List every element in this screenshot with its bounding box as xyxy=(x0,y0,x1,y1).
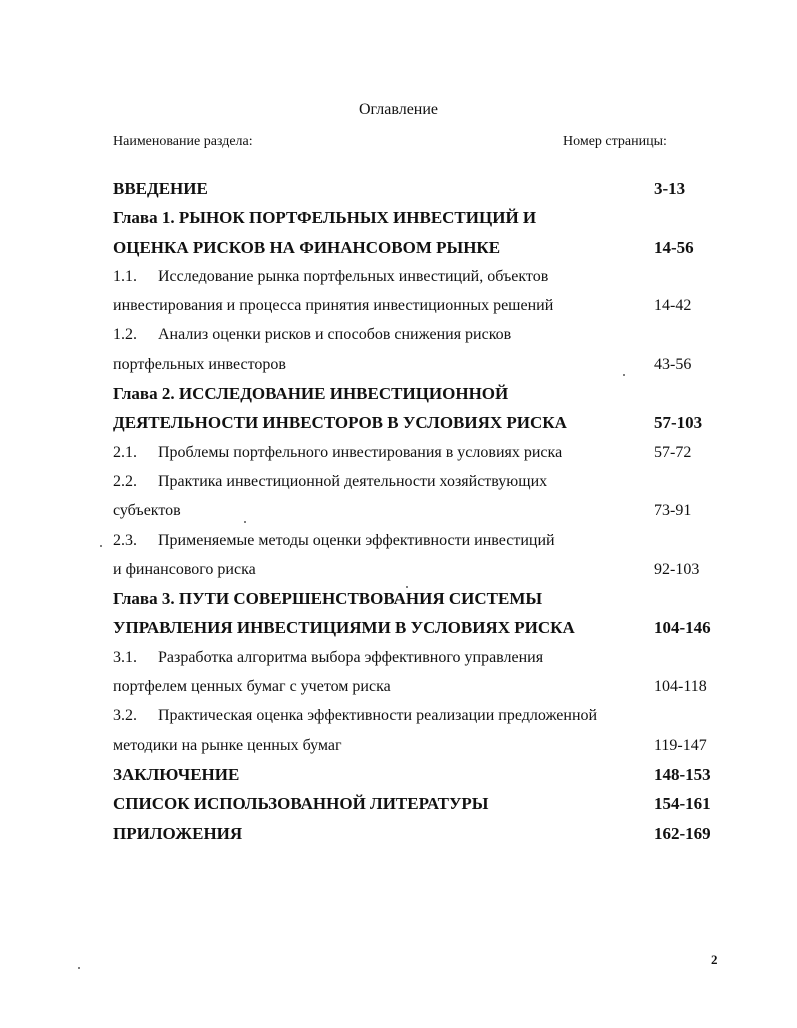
toc-entry-text xyxy=(113,672,391,701)
toc-entry-text xyxy=(113,174,208,203)
toc-line xyxy=(113,408,723,437)
toc-entry-text xyxy=(113,613,575,642)
toc-entry-text xyxy=(113,320,511,349)
toc-line xyxy=(113,291,723,320)
toc-line xyxy=(113,438,723,467)
scan-speck xyxy=(78,967,80,969)
toc-page-range: 92-103 xyxy=(654,560,700,578)
page-title: Оглавление xyxy=(358,101,439,118)
toc-entry-text xyxy=(113,526,555,555)
toc-page-range: 14-42 xyxy=(654,297,692,315)
toc-line xyxy=(113,467,723,496)
toc-line xyxy=(113,789,723,818)
section-column-header: Наименование раздела: xyxy=(113,134,253,149)
toc-entry-text xyxy=(113,467,547,496)
toc-entry-text xyxy=(113,350,286,379)
toc-section-title: Проблемы портфельного инвестирования в условиях риска xyxy=(158,443,563,461)
toc-section-title: Глава 1. РЫНОК ПОРТФЕЛЬНЫХ ИНВЕСТИЦИЙ И xyxy=(113,208,537,228)
toc-entry-text xyxy=(113,760,239,789)
toc-section-title: ОЦЕНКА РИСКОВ НА ФИНАНСОВОМ РЫНКЕ xyxy=(113,237,501,257)
toc-line xyxy=(113,174,723,203)
toc-line xyxy=(113,584,723,613)
toc-entry-text xyxy=(113,233,500,262)
toc-line xyxy=(113,262,723,291)
toc-page-range: 154-161 xyxy=(654,794,711,814)
toc-page-range: 3-13 xyxy=(654,179,686,198)
scan-speck xyxy=(623,374,625,376)
toc-page-range: 148-153 xyxy=(654,764,711,784)
toc-section-title: ДЕЯТЕЛЬНОСТИ ИНВЕСТОРОВ В УСЛОВИЯХ РИСКА xyxy=(113,413,567,433)
toc-entry-text xyxy=(113,496,181,525)
toc-line xyxy=(113,701,723,730)
toc-entry-text xyxy=(113,262,548,291)
toc-section-title: УПРАВЛЕНИЯ ИНВЕСТИЦИЯМИ В УСЛОВИЯХ РИСКА xyxy=(113,618,575,638)
scan-speck xyxy=(406,586,408,588)
toc-line xyxy=(113,731,723,760)
toc-entry-text xyxy=(113,438,562,467)
toc-section-title: Практическая оценка эффективности реализации предложенной xyxy=(158,707,598,725)
toc-section-title: ПРИЛОЖЕНИЯ xyxy=(113,823,243,843)
toc-entry-text xyxy=(113,731,342,760)
toc-section-title: субъектов xyxy=(113,502,181,520)
toc-section-title: СПИСОК ИСПОЛЬЗОВАННОЙ ЛИТЕРАТУРЫ xyxy=(113,794,489,814)
toc-entry-text xyxy=(113,555,256,584)
toc-section-number: 2.3. xyxy=(113,531,137,549)
toc-section-title: Разработка алгоритма выбора эффективного управления xyxy=(158,648,544,666)
toc-page-range: 14-56 xyxy=(654,237,694,257)
toc-section-title: портфелем ценных бумаг с учетом риска xyxy=(113,678,391,696)
toc-line xyxy=(113,555,723,584)
toc-page-range: 57-103 xyxy=(654,413,703,433)
toc-page-range: 162-169 xyxy=(654,823,711,843)
toc-entry-text xyxy=(113,379,508,408)
toc-section-title: Практика инвестиционной деятельности хозяйствующих xyxy=(158,472,548,490)
toc-section-number: 2.2. xyxy=(113,472,137,490)
page-column-header: Номер страницы: xyxy=(563,134,667,149)
toc-page-range: 104-146 xyxy=(654,618,711,638)
toc-section-title: Глава 3. ПУТИ СОВЕРШЕНСТВОВАНИЯ СИСТЕМЫ xyxy=(113,589,543,609)
toc-line xyxy=(113,760,723,789)
toc-line xyxy=(113,320,723,349)
toc-section-title: ЗАКЛЮЧЕНИЕ xyxy=(113,764,240,784)
toc-section-number: 2.1. xyxy=(113,443,137,461)
toc-entry-text xyxy=(113,584,542,613)
toc-line xyxy=(113,613,723,642)
toc-section-title: Исследование рынка портфельных инвестиций, объектов xyxy=(158,267,549,285)
toc-entry-text xyxy=(113,291,553,320)
toc-section-number: 3.1. xyxy=(113,648,137,666)
toc-section-title: Глава 2. ИССЛЕДОВАНИЕ ИНВЕСТИЦИОННОЙ xyxy=(113,384,509,404)
toc-section-title: инвестирования и процесса принятия инвестиционных решений xyxy=(113,297,554,315)
toc-section-number: 1.1. xyxy=(113,267,137,285)
toc-line xyxy=(113,819,723,848)
toc-section-title: и финансового риска xyxy=(113,560,256,578)
toc-section-title: Применяемые методы оценки эффективности инвестиций xyxy=(158,531,555,549)
toc-entry-text xyxy=(113,789,489,818)
toc-entry-text xyxy=(113,819,242,848)
toc-section-title: Анализ оценки рисков и способов снижения рисков xyxy=(158,326,512,344)
toc-page-range: 119-147 xyxy=(654,736,707,754)
toc-section-title: портфельных инвесторов xyxy=(113,355,286,373)
toc-line xyxy=(113,379,723,408)
toc-page-range: 73-91 xyxy=(654,502,692,520)
toc-section-title: ВВЕДЕНИЕ xyxy=(113,179,208,198)
toc-page-range: 43-56 xyxy=(654,355,692,373)
toc-line xyxy=(113,350,723,379)
scan-speck xyxy=(100,545,102,547)
toc-entry-text xyxy=(113,203,536,232)
toc-section-number: 3.2. xyxy=(113,707,137,725)
scan-speck xyxy=(244,521,246,523)
toc-entry-text xyxy=(113,643,543,672)
toc-line xyxy=(113,526,723,555)
toc-line xyxy=(113,643,723,672)
toc-line xyxy=(113,672,723,701)
table-of-contents xyxy=(113,174,723,848)
page-number: 2 xyxy=(711,952,718,967)
toc-line xyxy=(113,203,723,232)
toc-page-range: 104-118 xyxy=(654,678,707,696)
toc-line xyxy=(113,496,723,525)
toc-entry-text xyxy=(113,408,567,437)
toc-entry-text xyxy=(113,701,597,730)
toc-section-title: методики на рынке ценных бумаг xyxy=(113,736,342,754)
toc-page-range: 57-72 xyxy=(654,443,692,461)
toc-line xyxy=(113,233,723,262)
toc-section-number: 1.2. xyxy=(113,326,137,344)
